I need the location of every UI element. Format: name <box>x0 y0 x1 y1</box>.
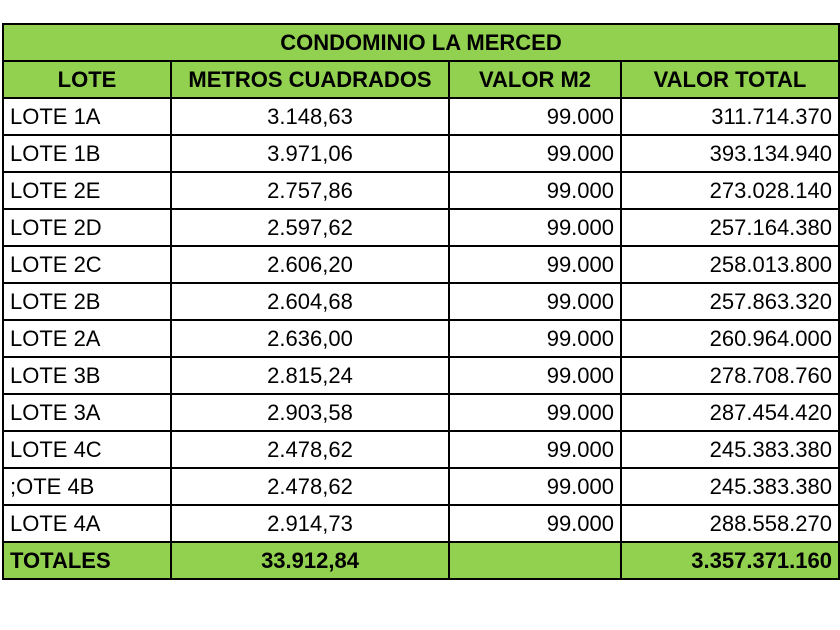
cell-lote: LOTE 1A <box>3 98 171 135</box>
cell-valor-total: 245.383.380 <box>621 468 839 505</box>
cell-lote: LOTE 2E <box>3 172 171 209</box>
cell-valor-total: 393.134.940 <box>621 135 839 172</box>
table-row <box>3 468 839 505</box>
table-body <box>3 98 839 542</box>
table-row <box>3 394 839 431</box>
totals-valor-total: 3.357.371.160 <box>621 542 839 579</box>
title-row <box>3 24 839 61</box>
cell-metros: 2.597,62 <box>171 209 449 246</box>
cell-valor-m2: 99.000 <box>449 209 621 246</box>
cell-metros: 2.636,00 <box>171 320 449 357</box>
table-row <box>3 246 839 283</box>
cell-lote: ;OTE 4B <box>3 468 171 505</box>
cell-metros: 2.604,68 <box>171 283 449 320</box>
cell-valor-total: 311.714.370 <box>621 98 839 135</box>
cell-lote: LOTE 1B <box>3 135 171 172</box>
header-metros: METROS CUADRADOS <box>171 61 449 98</box>
cell-valor-total: 257.164.380 <box>621 209 839 246</box>
cell-metros: 2.757,86 <box>171 172 449 209</box>
cell-valor-total: 258.013.800 <box>621 246 839 283</box>
cell-valor-total: 245.383.380 <box>621 431 839 468</box>
cell-valor-total: 273.028.140 <box>621 172 839 209</box>
totals-valor-m2 <box>449 542 621 579</box>
cell-metros: 3.148,63 <box>171 98 449 135</box>
lots-table <box>2 23 840 580</box>
table-title: CONDOMINIO LA MERCED <box>3 24 839 61</box>
cell-metros: 2.815,24 <box>171 357 449 394</box>
cell-metros: 2.478,62 <box>171 431 449 468</box>
cell-metros: 3.971,06 <box>171 135 449 172</box>
totals-row <box>3 542 839 579</box>
header-row <box>3 61 839 98</box>
cell-valor-m2: 99.000 <box>449 320 621 357</box>
cell-lote: LOTE 2C <box>3 246 171 283</box>
cell-metros: 2.478,62 <box>171 468 449 505</box>
cell-valor-m2: 99.000 <box>449 431 621 468</box>
cell-valor-m2: 99.000 <box>449 468 621 505</box>
header-lote: LOTE <box>3 61 171 98</box>
cell-valor-total: 288.558.270 <box>621 505 839 542</box>
cell-valor-m2: 99.000 <box>449 505 621 542</box>
totals-label: TOTALES <box>3 542 171 579</box>
table-row <box>3 209 839 246</box>
table-wrapper <box>2 23 840 580</box>
cell-valor-total: 257.863.320 <box>621 283 839 320</box>
cell-lote: LOTE 3A <box>3 394 171 431</box>
table-row <box>3 505 839 542</box>
totals-metros: 33.912,84 <box>171 542 449 579</box>
table-row <box>3 320 839 357</box>
header-valor-total: VALOR TOTAL <box>621 61 839 98</box>
cell-lote: LOTE 2B <box>3 283 171 320</box>
table-row <box>3 135 839 172</box>
cell-valor-total: 287.454.420 <box>621 394 839 431</box>
table-row <box>3 431 839 468</box>
cell-lote: LOTE 4C <box>3 431 171 468</box>
cell-valor-m2: 99.000 <box>449 172 621 209</box>
cell-metros: 2.903,58 <box>171 394 449 431</box>
cell-lote: LOTE 4A <box>3 505 171 542</box>
cell-lote: LOTE 2D <box>3 209 171 246</box>
cell-valor-m2: 99.000 <box>449 246 621 283</box>
cell-valor-m2: 99.000 <box>449 394 621 431</box>
cell-metros: 2.914,73 <box>171 505 449 542</box>
cell-valor-total: 278.708.760 <box>621 357 839 394</box>
table-row <box>3 283 839 320</box>
table-row <box>3 172 839 209</box>
cell-lote: LOTE 2A <box>3 320 171 357</box>
cell-valor-m2: 99.000 <box>449 98 621 135</box>
cell-lote: LOTE 3B <box>3 357 171 394</box>
cell-valor-m2: 99.000 <box>449 283 621 320</box>
cell-valor-total: 260.964.000 <box>621 320 839 357</box>
cell-valor-m2: 99.000 <box>449 357 621 394</box>
table-row <box>3 98 839 135</box>
cell-valor-m2: 99.000 <box>449 135 621 172</box>
header-valor-m2: VALOR M2 <box>449 61 621 98</box>
cell-metros: 2.606,20 <box>171 246 449 283</box>
table-row <box>3 357 839 394</box>
